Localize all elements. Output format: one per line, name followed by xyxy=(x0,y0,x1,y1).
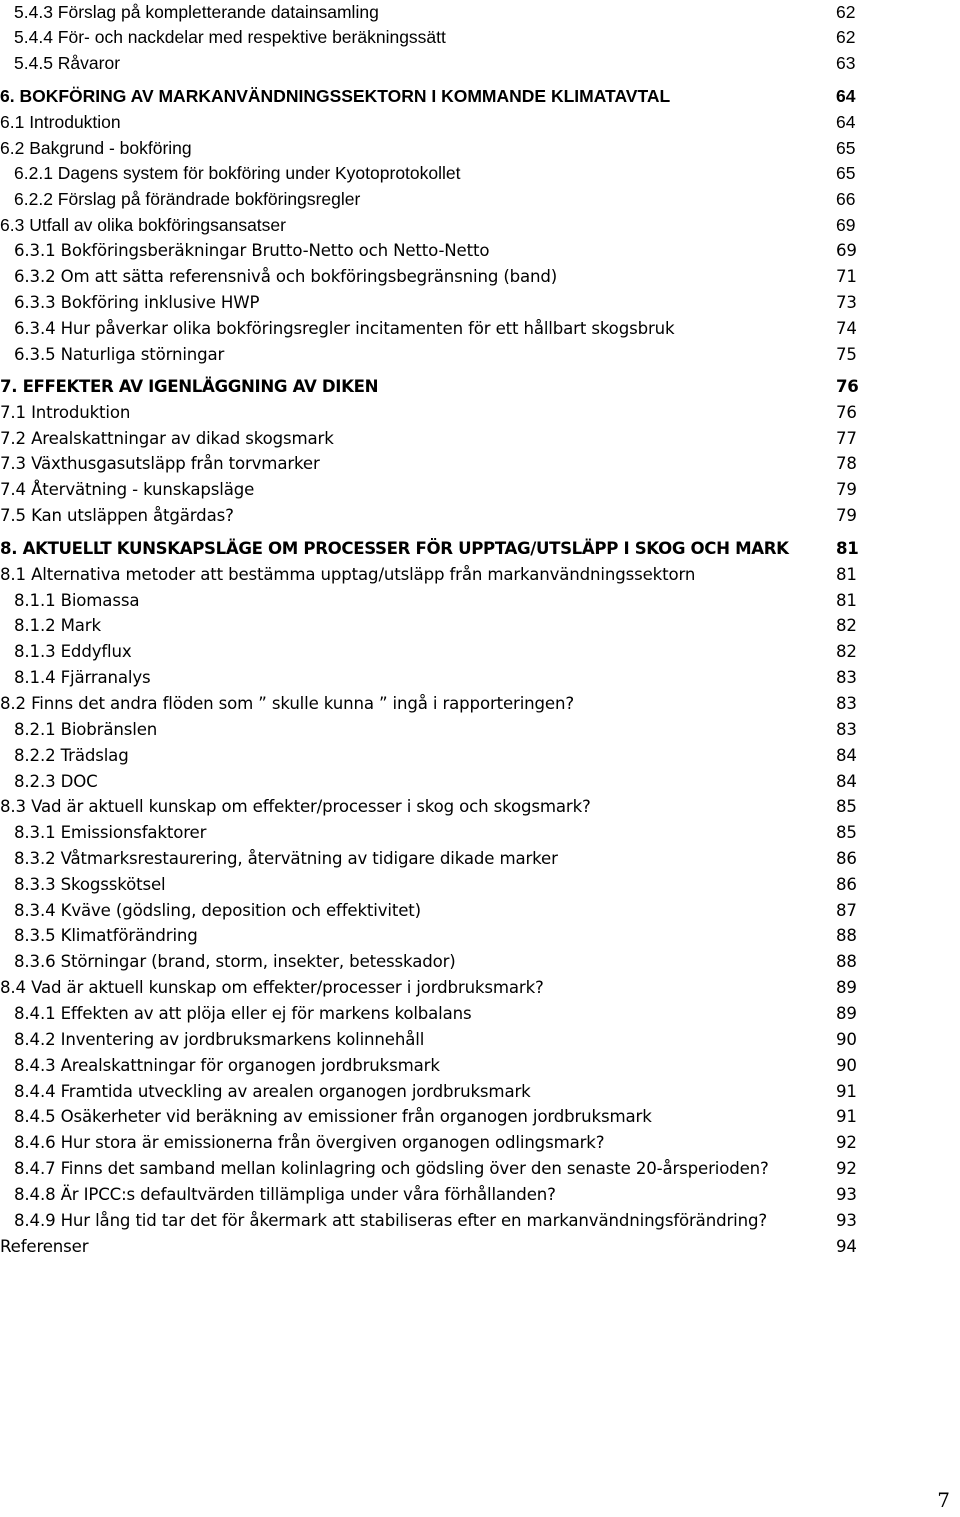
toc-entry[interactable] xyxy=(0,1183,960,1207)
toc-entry-title: 7.1 Introduktion xyxy=(0,403,131,422)
toc-entry[interactable] xyxy=(0,614,960,638)
toc-entry-title: 8.4.5 Osäkerheter vid beräkning av emissioner från organogen jordbruksmark xyxy=(14,1107,652,1126)
toc-entry-title: 8.3 Vad är aktuell kunskap om effekter/processer i skog och skogsmark? xyxy=(0,797,591,816)
toc-entry[interactable] xyxy=(0,1028,960,1052)
toc-entry[interactable] xyxy=(0,976,960,1000)
toc-entry-title: 6. BOKFÖRING AV MARKANVÄNDNINGSSEKTORN I KOMMANDE KLIMATAVTAL xyxy=(0,86,671,106)
toc-entry-page: 94 xyxy=(836,1237,857,1256)
toc-entry-page: 81 xyxy=(836,591,857,610)
toc-entry-page: 82 xyxy=(836,616,857,635)
toc-entry[interactable] xyxy=(0,770,960,794)
toc-entry[interactable] xyxy=(0,375,960,399)
toc-entry-title: 8.1 Alternativa metoder att bestämma upptag/utsläpp från markanvändningssektorn xyxy=(0,565,696,584)
toc-entry-title: 6.2.2 Förslag på förändrade bokföringsregler xyxy=(14,189,361,209)
toc-entry-title: 8.4.3 Arealskattningar för organogen jordbruksmark xyxy=(14,1056,440,1075)
toc-entry-page: 76 xyxy=(836,377,859,396)
toc-entry[interactable] xyxy=(0,640,960,664)
toc-entry[interactable] xyxy=(0,537,960,561)
toc-entry-title: 8.3.2 Våtmarksrestaurering, återvätning av tidigare dikade marker xyxy=(14,849,558,868)
toc-entry[interactable] xyxy=(0,666,960,690)
toc-entry-page: 71 xyxy=(836,267,857,286)
toc-entry-page: 85 xyxy=(836,823,857,842)
toc-entry-page: 77 xyxy=(836,429,857,448)
toc-entry-page: 62 xyxy=(836,27,856,47)
toc-entry-title: 7.5 Kan utsläppen åtgärdas? xyxy=(0,506,234,525)
toc-entry[interactable] xyxy=(0,1080,960,1104)
toc-entry-title: 5.4.4 För- och nackdelar med respektive beräkningssätt xyxy=(14,27,446,47)
toc-entry-page: 65 xyxy=(836,163,856,183)
toc-entry-title: 5.4.5 Råvaror xyxy=(14,53,121,73)
toc-entry[interactable] xyxy=(0,427,960,451)
toc-entry-title: 8.1.1 Biomassa xyxy=(14,591,140,610)
toc-entry[interactable] xyxy=(0,1002,960,1026)
toc-entry-page: 89 xyxy=(836,978,857,997)
toc-entry-title: 6.2 Bakgrund - bokföring xyxy=(0,138,192,158)
toc-entry-title: 8.4.6 Hur stora är emissionerna från övergiven organogen odlingsmark? xyxy=(14,1133,605,1152)
toc-entry-title: 8.1.4 Fjärranalys xyxy=(14,668,151,687)
toc-entry[interactable] xyxy=(0,692,960,716)
toc-entry-title: 6.3 Utfall av olika bokföringsansatser xyxy=(0,215,286,235)
toc-entry-title: 6.2.1 Dagens system för bokföring under Kyotoprotokollet xyxy=(14,163,461,183)
page-number: 7 xyxy=(937,1488,950,1512)
toc-entry-title: Referenser xyxy=(0,1237,89,1256)
toc-entry-title: 8.1.2 Mark xyxy=(14,616,101,635)
toc-entry-title: 6.3.2 Om att sätta referensnivå och bokföringsbegränsning (band) xyxy=(14,267,558,286)
toc-entry-page: 63 xyxy=(836,53,856,73)
toc-entry-title: 8.4.7 Finns det samband mellan kolinlagring och gödsling över den senaste 20-årsperioden? xyxy=(14,1159,769,1178)
toc-entry[interactable] xyxy=(0,0,960,24)
toc-entry-title: 8.4.9 Hur lång tid tar det för åkermark att stabiliseras efter en markanvändningsförändring? xyxy=(14,1211,767,1230)
toc-entry-page: 83 xyxy=(836,668,857,687)
toc-entry[interactable] xyxy=(0,1235,960,1259)
toc-entry-page: 86 xyxy=(836,875,857,894)
toc-entry-page: 93 xyxy=(836,1185,857,1204)
toc-entry-title: 7.4 Återvätning - kunskapsläge xyxy=(0,480,255,499)
toc-entry-title: 8.4 Vad är aktuell kunskap om effekter/processer i jordbruksmark? xyxy=(0,978,544,997)
toc-entry-title: 7.3 Växthusgasutsläpp från torvmarker xyxy=(0,454,320,473)
toc-entry-page: 62 xyxy=(836,2,856,22)
toc-entry-title: 6.3.1 Bokföringsberäkningar Brutto-Netto och Netto-Netto xyxy=(14,241,490,260)
toc-entry-page: 75 xyxy=(836,345,857,364)
toc-entry[interactable] xyxy=(0,1157,960,1181)
toc-entry-title: 8.3.6 Störningar (brand, storm, insekter, betesskador) xyxy=(14,952,456,971)
toc-entry-page: 91 xyxy=(836,1082,857,1101)
toc-entry-title: 8.2 Finns det andra flöden som ” skulle kunna ” ingå i rapporteringen? xyxy=(0,694,574,713)
toc-entry[interactable] xyxy=(0,873,960,897)
toc-entry-title: 8.4.8 Är IPCC:s defaultvärden tillämpliga under våra förhållanden? xyxy=(14,1185,556,1204)
toc-entry[interactable] xyxy=(0,51,960,75)
toc-entry[interactable] xyxy=(0,110,960,134)
toc-entry[interactable] xyxy=(0,239,960,263)
toc-entry-page: 65 xyxy=(836,138,856,158)
toc-entry-page: 88 xyxy=(836,926,857,945)
toc-entry[interactable] xyxy=(0,1209,960,1233)
toc-entry-page: 92 xyxy=(836,1159,857,1178)
toc-entry-page: 79 xyxy=(836,480,857,499)
toc-entry-page: 64 xyxy=(836,112,856,132)
toc-entry[interactable] xyxy=(0,899,960,923)
toc-entry-title: 8.2.2 Trädslag xyxy=(14,746,129,765)
toc-entry-page: 88 xyxy=(836,952,857,971)
toc-entry-page: 83 xyxy=(836,720,857,739)
toc-entry[interactable] xyxy=(0,1131,960,1155)
toc-entry-page: 76 xyxy=(836,403,857,422)
toc-entry-page: 74 xyxy=(836,319,857,338)
toc-entry-page: 90 xyxy=(836,1030,857,1049)
toc-entry-title: 6.1 Introduktion xyxy=(0,112,121,132)
toc-entry-title: 8.1.3 Eddyflux xyxy=(14,642,132,661)
toc-entry[interactable] xyxy=(0,401,960,425)
toc-entry-page: 79 xyxy=(836,506,857,525)
toc-entry[interactable] xyxy=(0,478,960,502)
toc-entry[interactable] xyxy=(0,161,960,185)
toc-entry-page: 69 xyxy=(836,215,856,235)
toc-entry[interactable] xyxy=(0,589,960,613)
toc-entry-page: 91 xyxy=(836,1107,857,1126)
toc-entry[interactable] xyxy=(0,821,960,845)
toc-entry[interactable] xyxy=(0,25,960,49)
toc-entry[interactable] xyxy=(0,84,960,108)
toc-entry-title: 6.3.5 Naturliga störningar xyxy=(14,345,225,364)
toc-entry[interactable] xyxy=(0,291,960,315)
toc-entry-page: 82 xyxy=(836,642,857,661)
toc-entry-page: 66 xyxy=(836,189,856,209)
toc-entry[interactable] xyxy=(0,950,960,974)
toc-entry[interactable] xyxy=(0,317,960,341)
toc-entry[interactable] xyxy=(0,795,960,819)
toc-entry-title: 7. EFFEKTER AV IGENLÄGGNING AV DIKEN xyxy=(0,377,379,396)
toc-entry-title: 8.3.3 Skogsskötsel xyxy=(14,875,166,894)
toc-entry-title: 8.3.1 Emissionsfaktorer xyxy=(14,823,207,842)
toc-entry-page: 86 xyxy=(836,849,857,868)
toc-entry-title: 8.2.3 DOC xyxy=(14,772,98,791)
toc-entry-page: 84 xyxy=(836,746,857,765)
toc-entry[interactable] xyxy=(0,1054,960,1078)
toc-entry[interactable] xyxy=(0,452,960,476)
toc-entry[interactable] xyxy=(0,718,960,742)
toc-entry-page: 92 xyxy=(836,1133,857,1152)
toc-entry-title: 5.4.3 Förslag på kompletterande datainsamling xyxy=(14,2,379,22)
toc-entry-title: 6.3.3 Bokföring inklusive HWP xyxy=(14,293,260,312)
toc-entry-page: 83 xyxy=(836,694,857,713)
toc-entry[interactable] xyxy=(0,563,960,587)
toc-entry[interactable] xyxy=(0,136,960,160)
toc-entry-page: 85 xyxy=(836,797,857,816)
toc-entry[interactable] xyxy=(0,504,960,528)
toc-entry-title: 7.2 Arealskattningar av dikad skogsmark xyxy=(0,429,334,448)
toc-entry-page: 73 xyxy=(836,293,857,312)
toc-entry-title: 8. AKTUELLT KUNSKAPSLÄGE OM PROCESSER FÖR UPPTAG/UTSLÄPP I SKOG OCH MARK xyxy=(0,539,789,558)
toc-entry[interactable] xyxy=(0,847,960,871)
toc-entry-title: 8.2.1 Biobränslen xyxy=(14,720,158,739)
toc-entry-title: 8.4.1 Effekten av att plöja eller ej för markens kolbalans xyxy=(14,1004,472,1023)
toc-entry-page: 90 xyxy=(836,1056,857,1075)
toc-entry[interactable] xyxy=(0,213,960,237)
toc-entry[interactable] xyxy=(0,265,960,289)
toc-entry-page: 64 xyxy=(836,86,856,106)
toc-entry-page: 69 xyxy=(836,241,857,260)
toc-entry[interactable] xyxy=(0,343,960,367)
toc-entry-page: 81 xyxy=(836,565,857,584)
toc-entry-page: 84 xyxy=(836,772,857,791)
toc-entry-title: 8.4.2 Inventering av jordbruksmarkens kolinnehåll xyxy=(14,1030,425,1049)
toc-entry-title: 8.3.5 Klimatförändring xyxy=(14,926,198,945)
toc-entry-page: 89 xyxy=(836,1004,857,1023)
toc-entry[interactable] xyxy=(0,924,960,948)
toc-entry-title: 8.3.4 Kväve (gödsling, deposition och effektivitet) xyxy=(14,901,421,920)
toc-entry-page: 93 xyxy=(836,1211,857,1230)
toc-entry[interactable] xyxy=(0,744,960,768)
toc-entry-page: 87 xyxy=(836,901,857,920)
toc-entry-page: 78 xyxy=(836,454,857,473)
toc-entry-page: 81 xyxy=(836,539,859,558)
toc-entry[interactable] xyxy=(0,187,960,211)
toc-entry-title: 8.4.4 Framtida utveckling av arealen organogen jordbruksmark xyxy=(14,1082,531,1101)
toc-entry[interactable] xyxy=(0,1105,960,1129)
toc-entry-title: 6.3.4 Hur påverkar olika bokföringsregler incitamenten för ett hållbart skogsbruk xyxy=(14,319,675,338)
